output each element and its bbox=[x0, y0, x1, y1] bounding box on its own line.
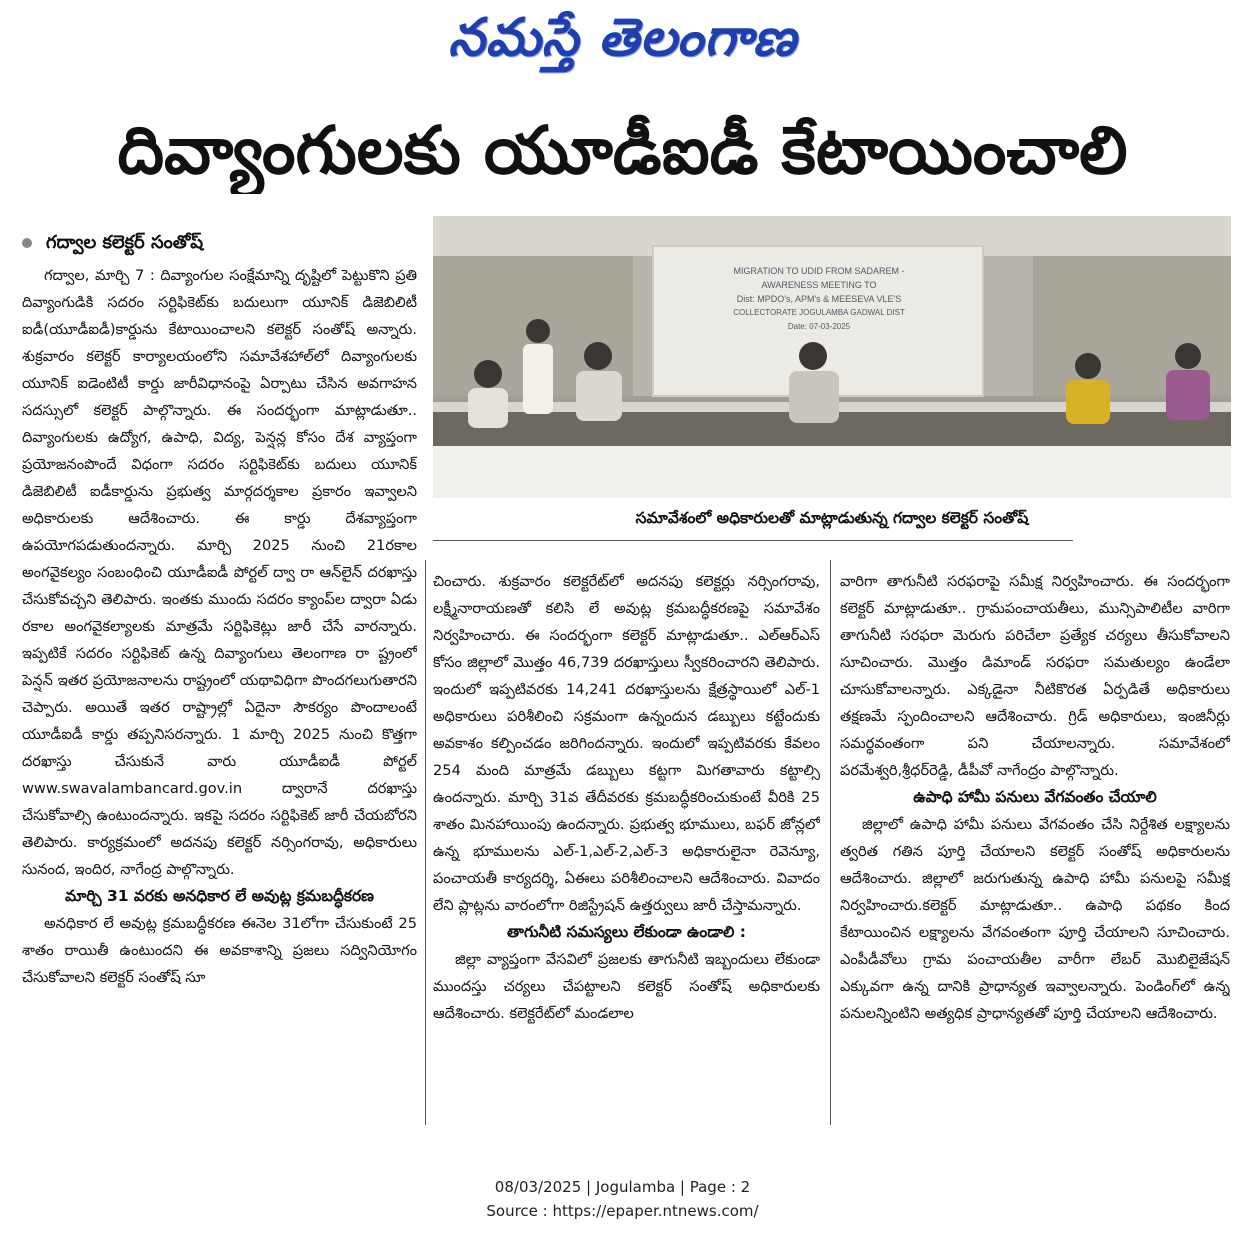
newspaper-masthead: నమస్తే తెలంగాణ bbox=[448, 8, 797, 68]
screen-line-4: COLLECTORATE JOGULAMBA GADWAL DIST bbox=[733, 308, 905, 317]
column-divider-2 bbox=[830, 560, 831, 1125]
article-headline: దివ్యాంగులకు యూడీఐడీ కేటాయించాలి bbox=[117, 112, 1128, 189]
footer-edition: 08/03/2025 | Jogulamba | Page : 2 bbox=[494, 1178, 751, 1196]
byline-text: గద్వాల కలెక్టర్ సంతోష్ bbox=[46, 232, 204, 253]
meeting-photo-illustration bbox=[433, 216, 1231, 498]
column-2-subheading: తాగునీటి సమస్యలు లేకుండా ఉండాలి : bbox=[507, 923, 746, 941]
screen-line-2: AWARENESS MEETING TO bbox=[761, 280, 877, 290]
column-divider-1 bbox=[425, 560, 426, 1125]
screen-line-3: Dist: MPDO's, APM's & MEESEVA VLE'S bbox=[736, 294, 902, 304]
column-1 bbox=[22, 262, 417, 1122]
caption-rule bbox=[433, 540, 1073, 541]
photo-caption: సమావేశంలో అధికారులతో మాట్లాడుతున్న గద్వాల కలెక్టర్ సంతోష్ bbox=[635, 509, 1029, 527]
column-1-paragraph-1: గద్వాల, మార్చి 7 : దివ్యాంగుల సంక్షేమాన్ని దృష్టిలో పెట్టుకొని ప్రతి దివ్యాంగుడికి సదరం సర్టిఫికెట్‌కు బదులుగా యూనిక్ డిజెబిలిటీ ఐడీ(యూడీఐడీ)కార్డును కేటాయించాలని కలెక్టర్ సంతోష్ అన్నారు. శుక్రవారం కలెక్టర్ కార్యాలయంలోని సమావేశహాల్‌లో దివ్యాంగులకు యూనిక్ ఐడెంటిటీ కార్డు జారీవిధానంపై ఏర్పాటు చేసిన అవగాహన సదస్సులో కలెక్టర్ పాల్గొన్నారు. ఈ సందర్భంగా మాట్లాడుతూ.. దివ్యాంగులకు ఉద్యోగ, ఉపాధి, విద్య, పెన్షన్ల కోసం దేశ వ్యాప్తంగా ప్రయోజనంపొందే విధంగా సదరం సర్టిఫికెట్‌కు బదులు యూనిక్ డిజెబిలిటీ ఐడీకార్డును ప్రభుత్వ మార్గదర్శకాల ప్రకారం ఇవ్వాలని అధికారులకు ఆదేశించారు. ఈ కార్డు దేశవ్యాప్తంగా ఉపయోగపడుతుందన్నారు. మార్చి 2025 నుంచి 21రకాల అంగవైకల్యం సంబంధించి యూడీఐడీ పోర్టల్ ద్వా రా ఆన్‌లైన్ దరఖాస్తు చేసుకోవచ్చని తెలిపారు. ఇంతకు ముందు సదరం క్యాంప్‌ల ద్వారా ఏడు రకాల అంగవైకల్యాలకు మాత్రమే సర్టిఫికెట్లు జారీ చేసే వారన్నారు. ఇప్పటికే సదరం సర్టిఫికెట్ ఉన్న దివ్యాంగులు తెలంగాణ రా ష్ట్రంలో పెన్షన్ ఇతర ప్రయోజనాలను రాష్ట్రంలో యథావిధిగా పొందగలుగుతారని చెప్పారు. అయితే ఇతర రాష్ట్రాల్లో ఏదైనా సౌకర్యం పొందాలంటే యూడీఐడీ కార్డు తప్పనిసరన్నారు. 1 మార్చి 2025 నుంచి కొత్తగా దరఖాస్తు చేసుకునే వారు యూడీఐడీ పోర్టల్ www.swavalambancard.gov.in ద్వారానే దరఖాస్తు చేసుకోవాల్సి ఉంటుందన్నారు. ఇకపై సదరం సర్టిఫికెట్ జారీ చేయబోరని తెలిపారు. కార్యక్రమంలో అదనపు కలెక్టర్ నర్సింగరావు, అధికారులు సునంద, ఇందిర, నాగేంద్ర పాల్గొన్నారు. bbox=[22, 267, 417, 878]
article-photo bbox=[433, 216, 1231, 498]
column-3 bbox=[840, 568, 1230, 1123]
screen-line-5: Date: 07-03-2025 bbox=[787, 322, 851, 331]
column-1-paragraph-2: అనధికార లే అవుట్ల క్రమబద్ధీకరణ ఈనెల 31లోగా చేసుకుంటే 25 శాతం రాయితీ ఉంటుందని ఈ అవకాశాన్ని ప్రజలు సద్వినియోగం చేసుకోవాలని కలెక్టర్ సంతోష్ సూ bbox=[22, 915, 417, 986]
byline bbox=[22, 228, 422, 258]
bullet-icon bbox=[22, 238, 32, 248]
screen-line-1: MIGRATION TO UDID FROM SADAREM - bbox=[733, 266, 905, 276]
column-3-subheading: ఉపాధి హామీ పనులు వేగవంతం చేయాలి bbox=[913, 788, 1157, 806]
column-3-paragraph-1: వారిగా తాగునీటి సరఫరాపై సమీక్ష నిర్వహించారు. ఈ సందర్భంగా కలెక్టర్ మాట్లాడుతూ.. గ్రామపంచాయతీలు, మున్సిపాలిటీల వారిగా తాగునీటి సరఫరా మెరుగు పరిచేలా ప్రత్యేక చర్యలు తీసుకోవాలని సూచించారు. మొత్తం డిమాండ్ సరఫరా సమతుల్యం ఉండేలా చూసుకోవాలన్నారు. ఎక్కడైనా నీటికొరత ఏర్పడితే అధికారులు తక్షణమే స్పందించాలని ఆదేశించారు. గ్రిడ్ అధికారులు, ఇంజినీర్లు సమర్థవంతంగా పని చేయాలన్నారు. సమావేశంలో పరమేశ్వరి,శ్రీధర్‌రెడ్డి, డీపీవో నాగేంద్రం పాల్గొన్నారు. bbox=[840, 573, 1230, 779]
projection-screen-text bbox=[669, 264, 969, 334]
column-1-subheading: మార్చి 31 వరకు అనధికార లే అవుట్ల క్రమబద్ధీకరణ bbox=[65, 887, 374, 905]
column-2-paragraph-1: చించారు. శుక్రవారం కలెక్టరేట్‌లో అదనపు కలెక్టర్లు నర్సింగరావు, లక్ష్మీనారాయణతో కలిసి లే అవుట్ల క్రమబద్ధీకరణపై సమావేశం నిర్వహించారు. ఈ సందర్భంగా కలెక్టర్ మాట్లాడుతూ.. ఎల్ఆర్ఎస్ కోసం జిల్లాలో మొత్తం 46,739 దరఖాస్తులు స్వీకరించారని తెలిపారు. ఇందులో ఇప్పటివరకు 14,241 దరఖాస్తులను క్షేత్రస్థాయిలో ఎల్-1 అధికారులు పరిశీలించి సక్రమంగా ఉన్నందున డబ్బులు కట్టేందుకు అవకాశం కల్పించడం జరిగిందన్నారు. ఇందులో ఇప్పటివరకు కేవలం 254 మంది మాత్రమే డబ్బులు కట్టగా మిగతావారు కట్టాల్సి ఉందన్నారు. మార్చి 31వ తేదీవరకు క్రమబద్ధీకరించుకుంటే వీరికి 25 శాతం మినహాయింపు ఉందన్నారు. ప్రభుత్వ భూములు, బఫర్ జోన్లలో ఉన్న భూములను ఎల్-1,ఎల్-2,ఎల్-3 అధికారులైనా రెవెన్యూ, పంచాయతీ కార్యదర్శి, ఏఈలు పరిశీలించాలని ఆదేశించారు. వివాదం లేని ప్లాట్లను వారంలోగా రిజిస్ట్రేషన్ ఉత్తర్వులు జారీ చేస్తామన్నారు. bbox=[433, 573, 820, 914]
footer-source: Source : https://epaper.ntnews.com/ bbox=[486, 1202, 759, 1220]
column-3-paragraph-2: జిల్లాలో ఉపాధి హామీ పనులు వేగవంతం చేసి నిర్దేశిత లక్ష్యాలను త్వరిత గతిన పూర్తి చేయాలని కలెక్టర్ సంతోష్ అధికారులను ఆదేశించారు. జిల్లాలో జరుగుతున్న ఉపాధి హామీ పనులపై సమీక్ష నిర్వహించారు.కలెక్టర్ మాట్లాడుతూ.. ఉపాధి పథకం కింద కేటాయించిన లక్ష్యాలను వేగవంతంగా పూర్తి చేయాలని సూచించారు. ఎంపీడీవోలు గ్రామ పంచాయతీల వారీగా లేబర్ మొబిలైజేషన్ ఎక్కువగా ఉన్న దానికి ప్రాధాన్యత ఇవ్వాలన్నారు. పెండింగ్‌లో ఉన్న పనులన్నింటిని అత్యధిక ప్రాధాన్యతతో పూర్తి చేయాలని ఆదేశించారు. bbox=[840, 816, 1230, 1022]
column-2 bbox=[433, 568, 820, 1123]
column-2-paragraph-2: జిల్లా వ్యాప్తంగా వేసవిలో ప్రజలకు తాగునీటి ఇబ్బందులు లేకుండా ముందస్తు చర్యలు చేపట్టాలని కలెక్టర్ సంతోష్ అధికారులకు ఆదేశించారు. కలెక్టరేట్‌లో మండలాల bbox=[433, 951, 820, 1022]
